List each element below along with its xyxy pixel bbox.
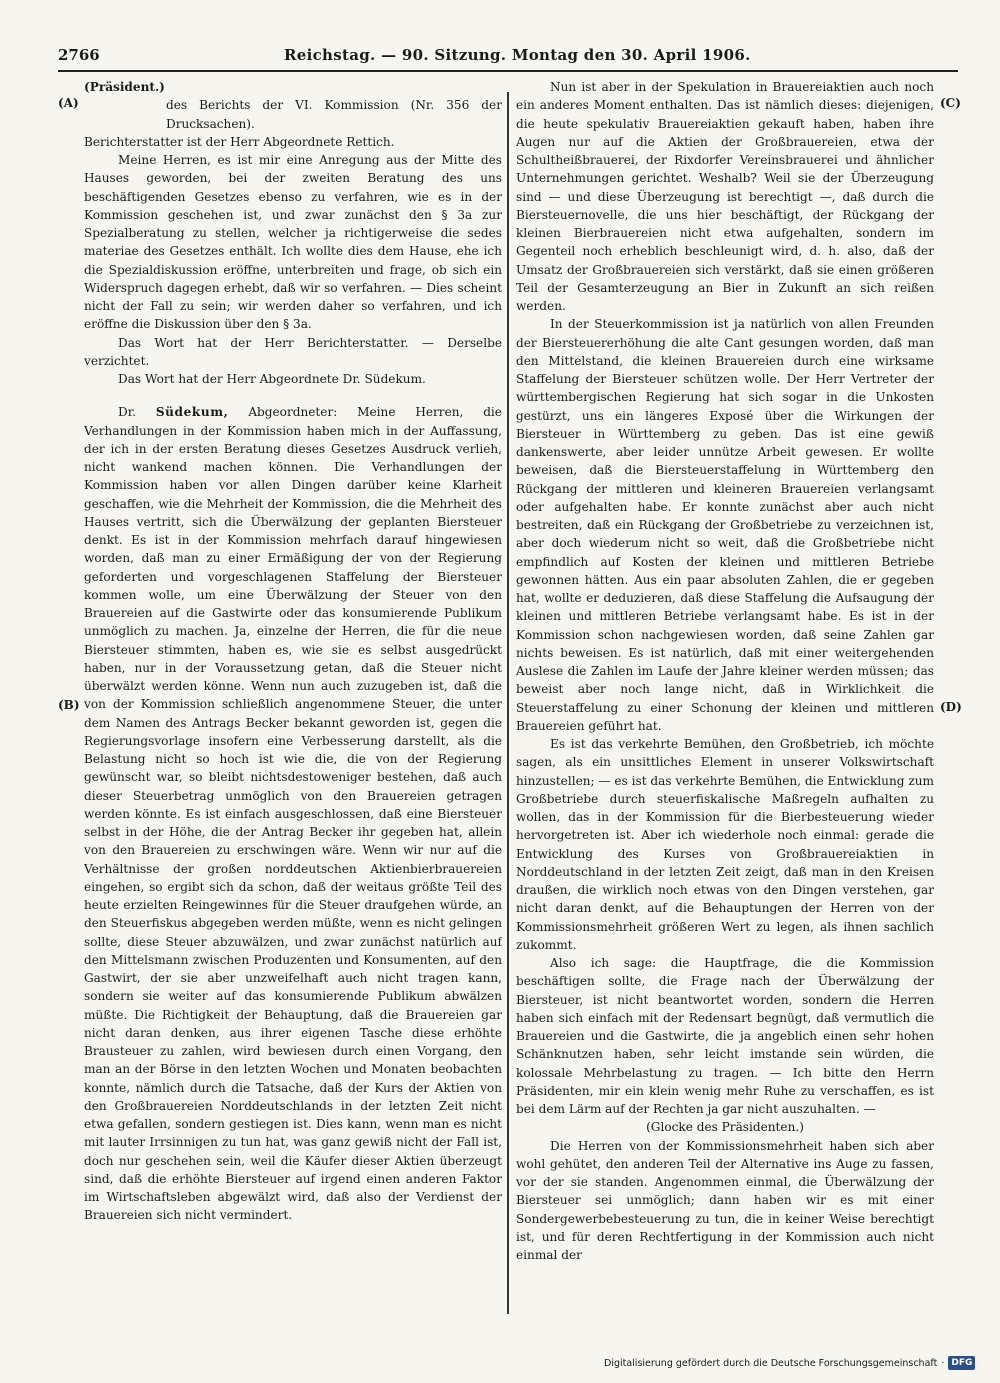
footer-text: Digitalisierung gefördert durch die Deutsche Forschungsgemeinschaft: [604, 1357, 938, 1369]
stage-direction: (Glocke des Präsidenten.): [646, 1120, 804, 1135]
paragraph: Das Wort hat der Herr Abgeordnete Dr. Südekum.: [118, 372, 426, 386]
margin-mark-d: (D): [940, 700, 962, 714]
spacer: [84, 388, 502, 403]
paragraph: Also ich sage: die Hauptfrage, die die Kommission beschäftigen sollte, die Frage nach der Überwälzung der Biersteuer, ist nicht beantwortet worden, sondern die Herren haben sich einfach mit der Redensart begnügt, daß vermutlich die Brauereien und die Gastwirte, die ja angeblich einen sehr hohen Schänknutzen haben, sehr leicht imstande sein würden, die kolossale Mehrbelastung zu tragen. — Ich bitte den Herrn Präsidenten, mir ein klein wenig mehr Ruhe zu verschaffen, es ist bei dem Lärm auf der Rechten ja gar nicht auszuhalten. —: [516, 956, 934, 1116]
column-divider: [507, 92, 509, 1314]
margin-mark-b: (B): [58, 698, 80, 712]
margin-mark-c: (C): [940, 96, 961, 110]
margin-mark-a: (A): [58, 96, 79, 110]
header-rule: [58, 70, 958, 72]
page-header: [58, 44, 958, 72]
paragraph: Es ist das verkehrte Bemühen, den Großbetrieb, ich möchte sagen, als ein unsittliches Element in unserer Volkswirtschaft hinzustellen; — es ist das verkehrte Bemühen, die Entwicklung zum Großbetriebe durch steuerfiskalische Maßregeln aufhalten zu wollen, das in der Kommission für die Bierbesteuerung wieder hervorgetreten ist. Aber ich wiederhole noch einmal: gerade die Entwicklung des Kurses von Großbrauereiaktien in Norddeutschland in der letzten Zeit zeigt, daß man in den Kreisen draußen, die wirklich noch etwas von den Dingen verstehen, gar nicht daran denkt, auf die Behauptungen der Herren von der Kommissionsmehrheit größeren Wert zu legen, als ihnen sachlich zukommt.: [516, 737, 934, 952]
speech-paragraph: [84, 403, 502, 1224]
footer-separator: ·: [941, 1357, 945, 1369]
page-number: 2766: [58, 46, 100, 64]
speaker-prefix: Dr.: [118, 405, 136, 420]
speaker-mark: (Präsident.): [84, 80, 165, 94]
left-column: [84, 78, 502, 1318]
paragraph: Die Herren von der Kommissionsmehrheit haben sich aber wohl gehütet, den anderen Teil der Alternative ins Auge zu fassen, vor der sie standen. Angenommen einmal, die Überwälzung der Biersteuer sei unmöglich; dann haben wir es mit einer Sondergewerbebesteuerung zu tun, die in keiner Weise berechtigt ist, und für deren Rechtfertigung in der Kommission auch nicht einmal der: [516, 1138, 934, 1262]
paragraph: Das Wort hat der Herr Berichterstatter. — Derselbe verzichtet.: [84, 335, 502, 368]
speaker-name: Südekum,: [155, 405, 229, 420]
paragraph: In der Steuerkommission ist ja natürlich von allen Freunden der Biersteuererhöhung die alte Cant gesungen worden, daß man den Mittelstand, die kleinen Brauereien durch eine wirksame Staffelung der Biersteuer schützen wolle. Der Herr Vertreter der württembergischen Regierung hat sich sogar in die Unkosten gestürzt, uns ein längeres Exposé über die Wirkungen der Biersteuer in Württemberg zu geben. Das ist eine gewiß dankenswerte, aber leider unnütze Arbeit gewesen. Er wollte beweisen, daß die Biersteuerstaffelung in Württemberg den Rückgang der mittleren und kleineren Brauereien verlangsamt oder aufgehalten habe. Er konnte zunächst aber auch nicht bestreiten, daß ein Rückgang der Großbetriebe zu verzeichnen ist, aber doch wiederum nicht so weit, daß die Großbetriebe nicht empfindlich auf Kosten der kleinen und mittleren Betriebe gewonnen hätten. Aus ein paar absoluten Zahlen, die er gegeben hat, wollte er deduzieren, daß diese Staffelung die Aufsaugung der kleinen und mittleren Betriebe verlangsamt habe. Es ist in der Kommission schon nachgewiesen worden, daß seine Zahlen gar nichts beweisen. Es ist natürlich, daß mit einer weitergehenden Auslese die Zahlen im Laufe der Jahre kleiner werden müssen; das beweist aber noch lange nicht, daß in Wirklichkeit die Steuerstaffelung zu einer Schonung der kleinen und mittleren Brauereien geführt hat.: [516, 317, 934, 733]
dfg-logo-icon: DFG: [948, 1356, 975, 1370]
paragraph: Berichterstatter ist der Herr Abgeordnete Rettich.: [84, 134, 395, 149]
paragraph: Nun ist aber in der Spekulation in Brauereiaktien auch noch ein anderes Moment enthalten. Das ist nämlich dieses: diejenigen, die heute spekulativ Brauereiaktien gekauft haben, haben ihre Augen nur auf die Aktien der Großbrauereien, etwa der Schultheißbrauerei, der Rixdorfer Vereinsbrauerei und ähnlicher Unternehmungen gerichtet. Weshalb? Weil sie der Überzeugung sind — und diese Überzeugung ist berechtigt —, daß durch die Biersteuernovelle, die uns hier beschäftigt, der Rückgang der kleinen Bierbrauereien nicht etwa aufgehalten, sondern im Gegenteil noch erheblich beschleunigt wird, d. h. also, daß der Umsatz der Großbrauereien sich verstärkt, daß sie einen größeren Teil der Gesamterzeugung an Bier in Zukunft an sich reißen werden.: [516, 80, 934, 313]
speech-text: Abgeordneter: Meine Herren, die Verhandlungen in der Kommission haben mich in der Auffassung, der ich in der ersten Beratung dieses Gesetzes Ausdruck verlieh, nicht wankend machen können. Die Verhandlungen der Kommission haben vor allen Dingen darüber keine Klarheit geschaffen, wie die Mehrheit der Kommission, die die Mehrheit des Hauses vertritt, sich die Überwälzung der geplanten Biersteuer denkt. Es ist in der Kommission mehrfach darauf hingewiesen worden, daß man zu einer Ermäßigung der von der Regierung geforderten und vorgeschlagenen Staffelung der Biersteuer kommen wolle, um eine Überwälzung der Steuer von den Brauereien auf die Gastwirte oder das konsumierende Publikum unmöglich zu machen. Ja, einzelne der Herren, die für die neue Biersteuer stimmten, haben es, wie sie es selbst ausgedrückt haben, nur in der Voraussetzung getan, daß die Steuer nicht überwälzt werden könne. Wenn nun auch zuzugeben ist, daß die von der Kommission schließlich angenommene Steuer, die unter dem Namen des Antrags Becker bekannt geworden ist, gegen die Regierungsvorlage insofern eine Verbesserung darstellt, als die Belastung nicht so hoch ist wie die, die von der Regierung gewünscht war, so bleibt nichtsdestoweniger bestehen, daß auch dieser Steuerbetrag unmöglich von den Brauereien getragen werden könnte. Es ist einfach ausgeschlossen, daß eine Biersteuer selbst in der Höhe, die der Antrag Becker ihr gegeben hat, allein von den Brauereien zu erschwingen wäre. Wenn wir nur auf die Verhältnisse der großen norddeutschen Aktienbierbrauereien eingehen, so ergibt sich da schon, daß der weitaus größte Teil des heute erzielten Reingewinnes für die Steuer draufgehen würde, an den Steuerfiskus abgegeben werden müßte, wenn es nicht gelingen sollte, diese Steuer abzuwälzen, und zwar zunächst natürlich auf den Mittelsmann zwischen Produzenten und Konsumenten, auf den Gastwirt, der sie aber unzweifelhaft auch nicht tragen kann, sondern sie weiter auf das konsumierende Publikum abwälzen müßte. Die Richtigkeit der Behauptung, daß die Brauereien gar nicht daran denken, aus ihrer eigenen Tasche diese erhöhte Brausteuer zu zahlen, wird bewiesen durch einen Vorgang, den man an der Börse in den letzten Wochen und Monaten beobachten konnte, nämlich durch die Tatsache, daß der Kurs der Aktien von den Großbrauereien Norddeutschlands in der letzten Zeit nicht etwa gefallen, sondern gestiegen ist. Dies kann, wenn man es nicht mit lauter Irrsinnigen zu tun hat, was ganz gewiß nicht der Fall ist, doch nur geschehen sein, weil die Käufer dieser Aktien überzeugt sind, daß die erhöhte Biersteuer auf irgend einen anderen Faktor im Wirtschaftsleben abgewälzt wird, daß also der Verdienst der Brauereien sich nicht vermindert.: [84, 405, 502, 1223]
right-column: [516, 78, 934, 1318]
paragraph: Meine Herren, es ist mir eine Anregung aus der Mitte des Hauses geworden, bei der zweiten Beratung des uns beschäftigenden Gesetzes ebenso zu verfahren, wie es in der Kommission geschehen ist, und zwar zunächst den § 3a zur Spezialberatung zu stellen, welcher ja richtigerweise die sedes materiae des Gesetzes enthält. Ich wollte dies dem Hause, ehe ich die Spezialdiskussion eröffne, unterbreiten und frage, ob sich ein Widerspruch dagegen erhebt, daß wir so verfahren. — Dies scheint nicht der Fall zu sein; wir werden daher so verfahren, und ich eröffne die Diskussion über den § 3a.: [84, 153, 502, 332]
footer: [604, 1352, 984, 1374]
running-title: Reichstag. — 90. Sitzung. Montag den 30. April 1906.: [284, 46, 751, 64]
paragraph: des Berichts der VI. Kommission (Nr. 356 der Drucksachen).: [166, 98, 502, 131]
